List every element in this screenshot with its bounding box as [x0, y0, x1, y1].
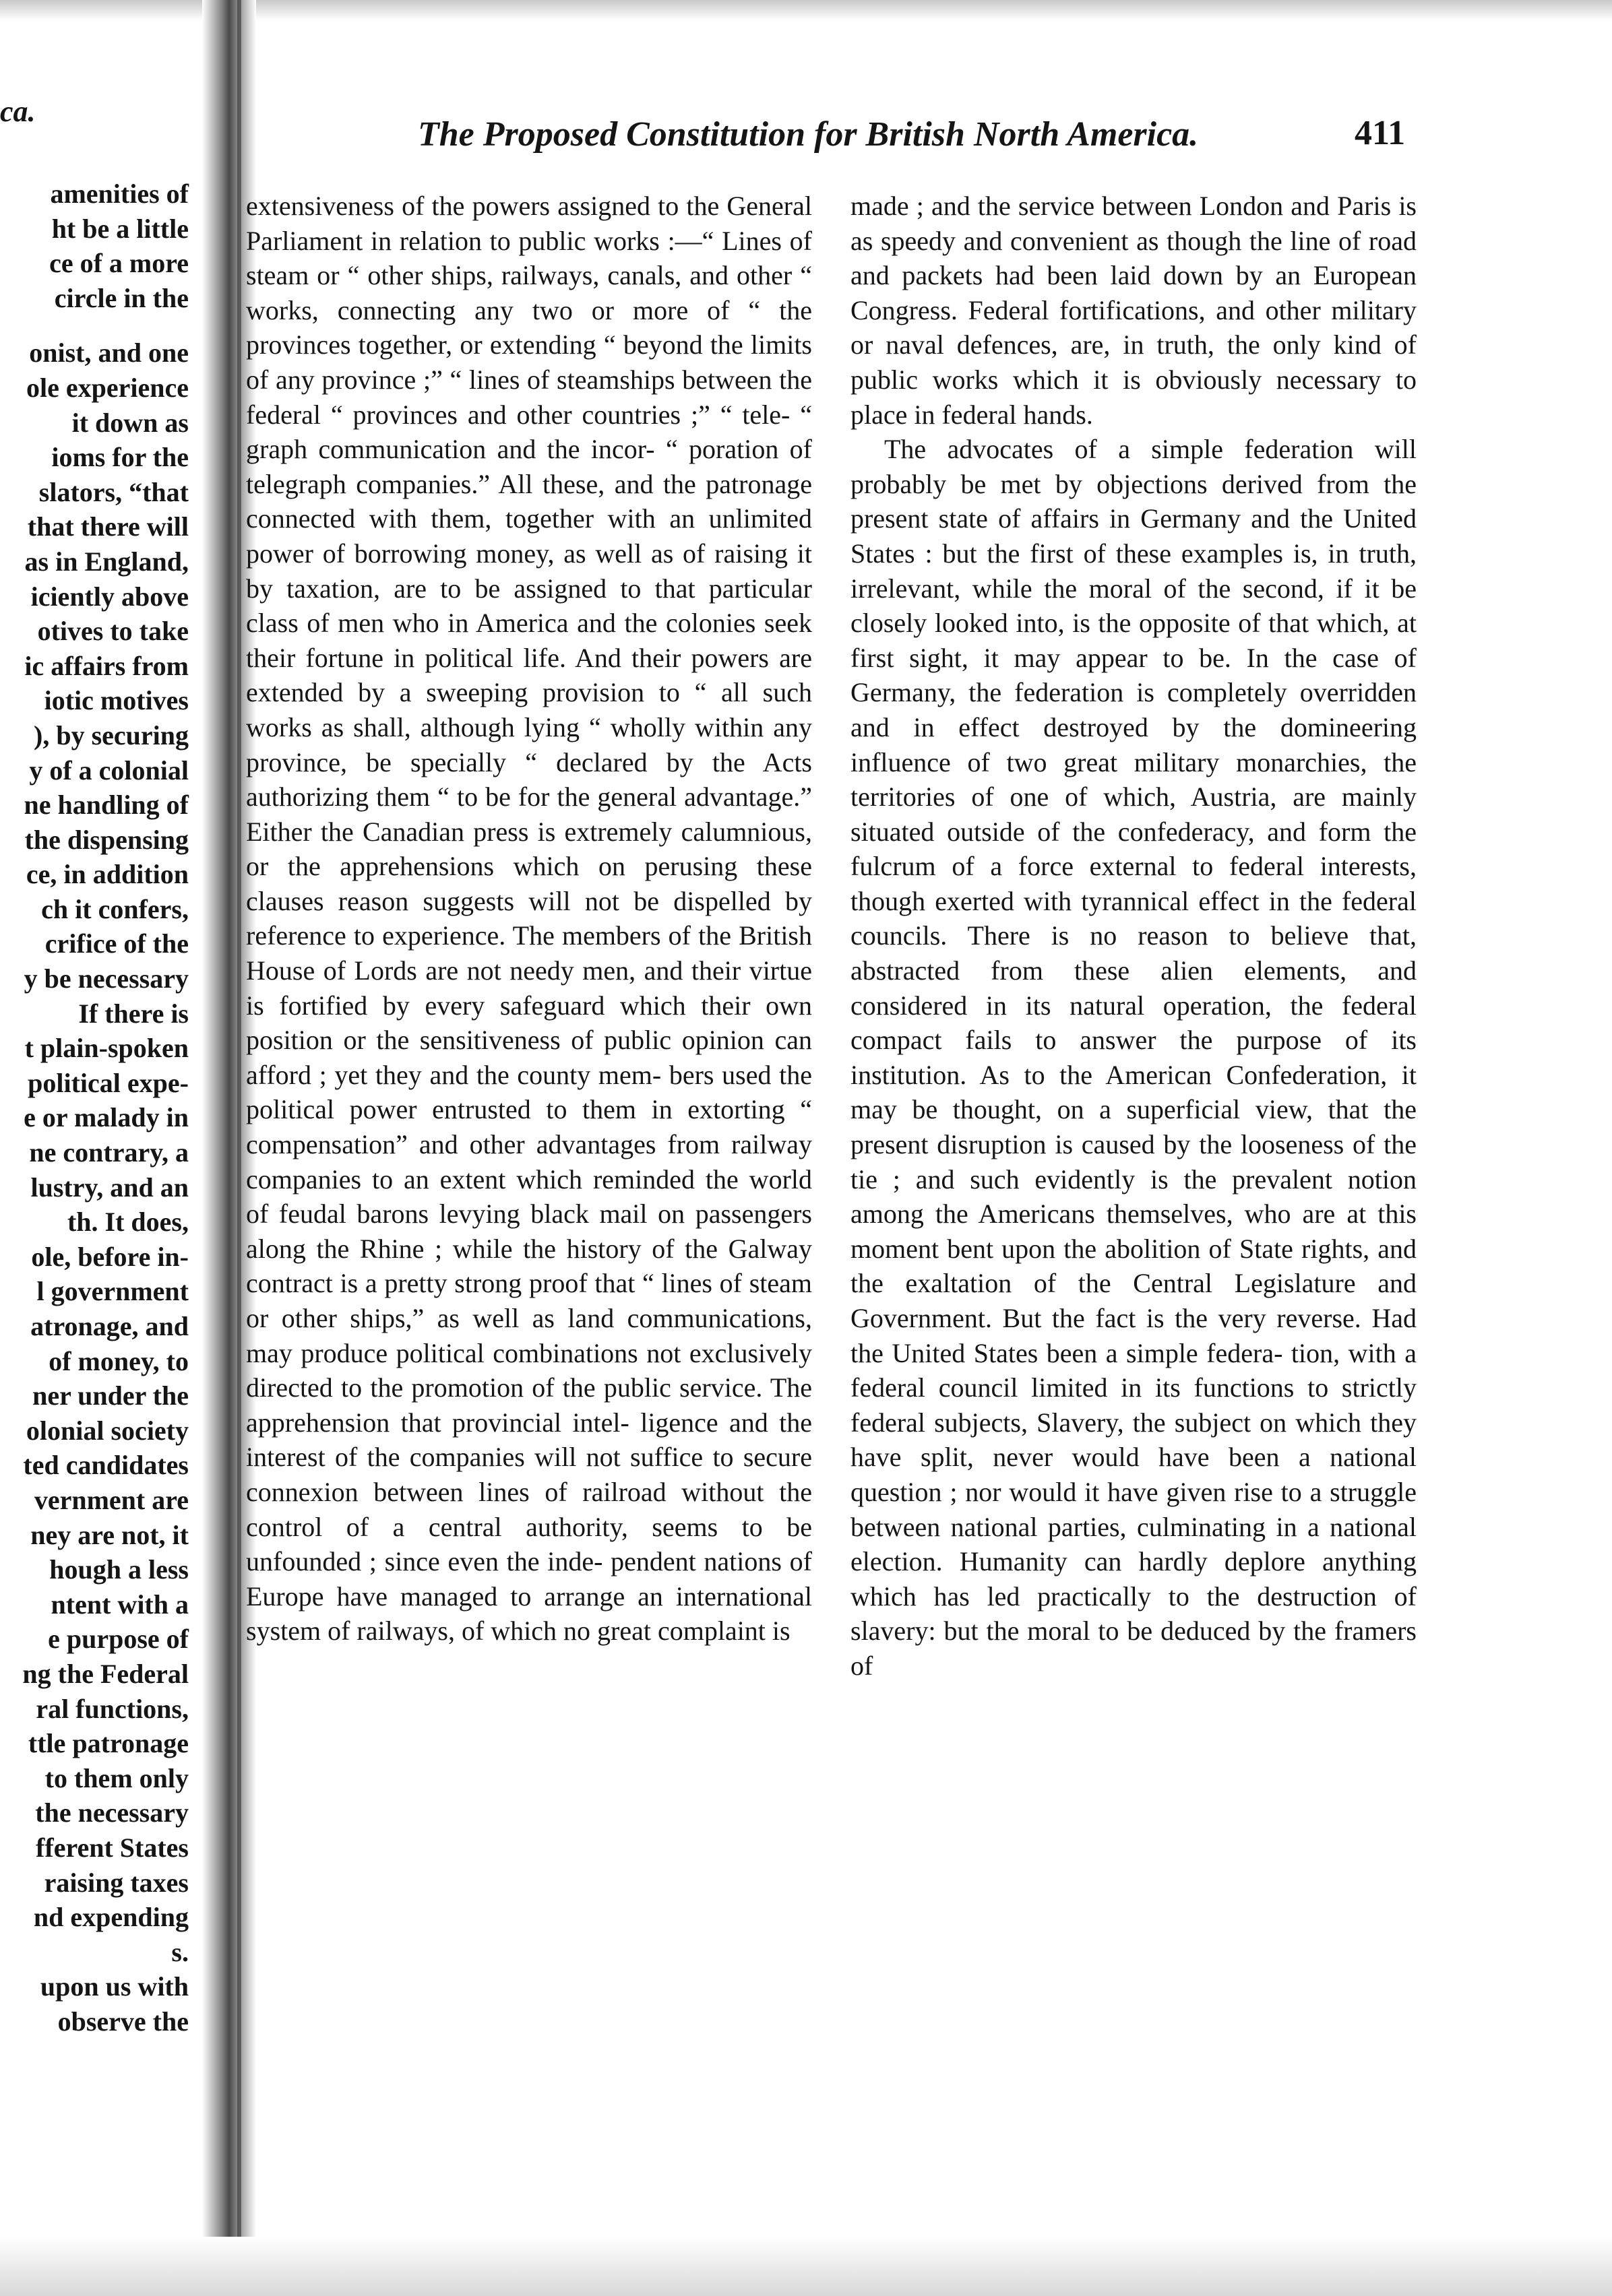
facing-page-line: slators, “that — [38, 476, 189, 507]
facing-page-line: onist, and one — [29, 338, 189, 369]
facing-page-line: e purpose of — [48, 1624, 189, 1655]
facing-page-line: as in England, — [24, 546, 189, 577]
gutter-crease — [237, 0, 241, 2296]
text-column-left — [246, 189, 812, 1649]
facing-page-line: upon us with — [40, 1971, 189, 2002]
facing-page-line: crifice of the — [44, 928, 189, 959]
facing-page-line: iciently above — [30, 581, 189, 612]
scan-bottom-shadow — [0, 2237, 1612, 2296]
facing-page-line: otives to take — [37, 616, 189, 647]
facing-page-line: atronage, and — [30, 1311, 189, 1341]
facing-page-line: y be necessary — [24, 963, 189, 994]
facing-page-line: ner under the — [32, 1380, 189, 1411]
facing-page-line: fferent States — [36, 1832, 189, 1863]
facing-page-line: iotic motives — [44, 685, 189, 716]
facing-page-line: hough a less — [49, 1554, 189, 1585]
facing-page-line: ttle patronage — [28, 1728, 189, 1759]
facing-page-line: the dispensing — [24, 824, 189, 855]
facing-page-line: ole experience — [26, 372, 189, 403]
running-head: The Proposed Constitution for British North America. — [418, 115, 1199, 154]
facing-page-text — [0, 177, 189, 2039]
facing-page-line: amenities of — [50, 179, 189, 209]
facing-page-line: olonial society — [26, 1415, 189, 1446]
facing-page-line: the necessary — [35, 1797, 189, 1828]
facing-page-line: political expe- — [28, 1067, 189, 1098]
facing-page-line: ), by securing — [34, 720, 189, 751]
facing-page-line: t plain-spoken — [24, 1033, 189, 1064]
facing-page-line: s. — [171, 1936, 189, 1967]
facing-page-line: ic affairs from — [24, 650, 189, 681]
facing-page-line: ted candidates — [23, 1450, 189, 1481]
paragraph: extensiveness of the powers assigned to the General Parliament in relation to public works :—“ Lines of steam or “ other ships, railways, canals, and other “ works, connecting any two or more of “ the provinces together, or extending “ beyond the limits of any province ;” “ lines of steamships between the federal “ provinces and other countries ;” “ tele- “ graph communication and the incor- “ poration of telegraph companies.” All these, and the patronage connected with them, together with an unlimited power of borrowing money, as well as of raising it by taxation, are to be assigned to that particular class of men who in America and the colonies seek their fortune in political life. And their powers are extended by a sweeping provision to “ all such works as shall, although lying “ wholly within any province, be specially “ declared by the Acts authorizing them “ to be for the general advantage.” Either the Canadian press is extremely calumnious, or the apprehensions which on perusing these clauses reason suggests will not be dispelled by reference to experience. The members of the British House of Lords are not needy men, and their virtue is fortified by every safeguard which their own position or the sensitiveness of public opinion can afford ; yet they and the county mem- bers used the political power entrusted to them in extorting “ compensation” and other advantages from railway companies to an extent which reminded the world of feudal barons levying black mail on passengers along the Rhine ; while the history of the Galway contract is a pretty strong proof that “ lines of steam or other ships,” as well as land communications, may produce political combinations not exclusively directed to the promotion of the public service. The apprehension that provincial intel- ligence and the interest of the companies will not suffice to secure connexion between lines of railroad without the control of a central authority, seems to be unfounded ; since even the inde- pendent nations of Europe have managed to arrange an international system of railways, of which no great complaint is — [246, 191, 812, 1647]
paragraph: made ; and the service between London and Paris is as speedy and convenient as though the line of road and packets had been laid down by an European Congress. Federal fortifications, and other military or naval defences, are, in truth, the only kind of public works which it is obviously necessary to place in federal hands. — [850, 191, 1417, 430]
facing-page-line: ce of a more — [49, 248, 189, 279]
facing-page-line: y of a colonial — [29, 755, 189, 786]
facing-page-line: vernment are — [34, 1484, 189, 1515]
facing-page-line: raising taxes — [44, 1867, 189, 1898]
page-number: 411 — [1355, 114, 1406, 152]
facing-page-line: ht be a little — [51, 213, 189, 244]
facing-page-line: ntent with a — [51, 1589, 189, 1620]
facing-page-line: of money, to — [49, 1345, 189, 1376]
facing-page-line: ne handling of — [24, 790, 189, 821]
facing-page-line: l government — [36, 1276, 189, 1307]
facing-page-line: th. It does, — [67, 1207, 189, 1238]
facing-page-line: ng the Federal — [22, 1658, 189, 1689]
facing-page-line: ce, in addition — [26, 859, 189, 890]
facing-page-line: ney are not, it — [30, 1519, 189, 1550]
facing-page-line: If there is — [78, 998, 189, 1029]
facing-page-line: ole, before in- — [31, 1241, 189, 1272]
facing-page-line: nd expending — [33, 1902, 189, 1933]
text-column-right — [850, 189, 1417, 1684]
facing-page-line: ch it confers, — [41, 893, 189, 924]
facing-page-line: ne contrary, a — [29, 1137, 189, 1168]
facing-page-line: it down as — [71, 407, 189, 438]
facing-page-line: that there will — [27, 511, 189, 542]
facing-page-line: e or malady in — [24, 1102, 189, 1133]
facing-page-line: ioms for the — [51, 442, 189, 473]
facing-page-line: observe the — [57, 2006, 189, 2037]
facing-page-header-tail: ca. — [0, 95, 36, 128]
facing-page-line — [0, 315, 189, 336]
facing-page-line: ral functions, — [36, 1693, 189, 1724]
paragraph: The advocates of a simple federation will probably be met by objections derived from the present state of affairs in Germany and the United States : but the first of these examples is, in truth, irrelevant, while the moral of the second, if it be closely looked into, is the opposite of that which, at first sight, it may appear to be. In the case of Germany, the federation is completely overridden and in effect destroyed by the domineering influence of two great military monarchies, the territories of one of which, Austria, are mainly situated outside of the confederacy, and form the fulcrum of a force external to federal interests, though exerted with tyrannical effect in the federal councils. There is no reason to believe that, abstracted from these alien elements, and considered in its natural operation, the federal compact fails to answer the purpose of its institution. As to the American Confederation, it may be thought, on a superficial view, that the present disruption is caused by the looseness of the tie ; and such evidently is the prevalent notion among the Americans themselves, who are at this moment bent upon the abolition of State rights, and the exaltation of the Central Legislature and Government. But the fact is the very reverse. Had the United States been a simple federa- tion, with a federal council limited in its functions to strictly federal subjects, Slavery, the subject on which they have split, never would have been a national question ; nor would it have given rise to a struggle between national parties, culminating in a national election. Humanity can hardly deplore anything which has led practically to the destruction of slavery: but the moral to be deduced by the framers of — [850, 434, 1417, 1681]
facing-page-line: lustry, and an — [30, 1172, 189, 1203]
facing-page-fragment — [0, 0, 222, 2296]
facing-page-line: circle in the — [54, 282, 189, 313]
facing-page-line: to them only — [44, 1762, 189, 1793]
